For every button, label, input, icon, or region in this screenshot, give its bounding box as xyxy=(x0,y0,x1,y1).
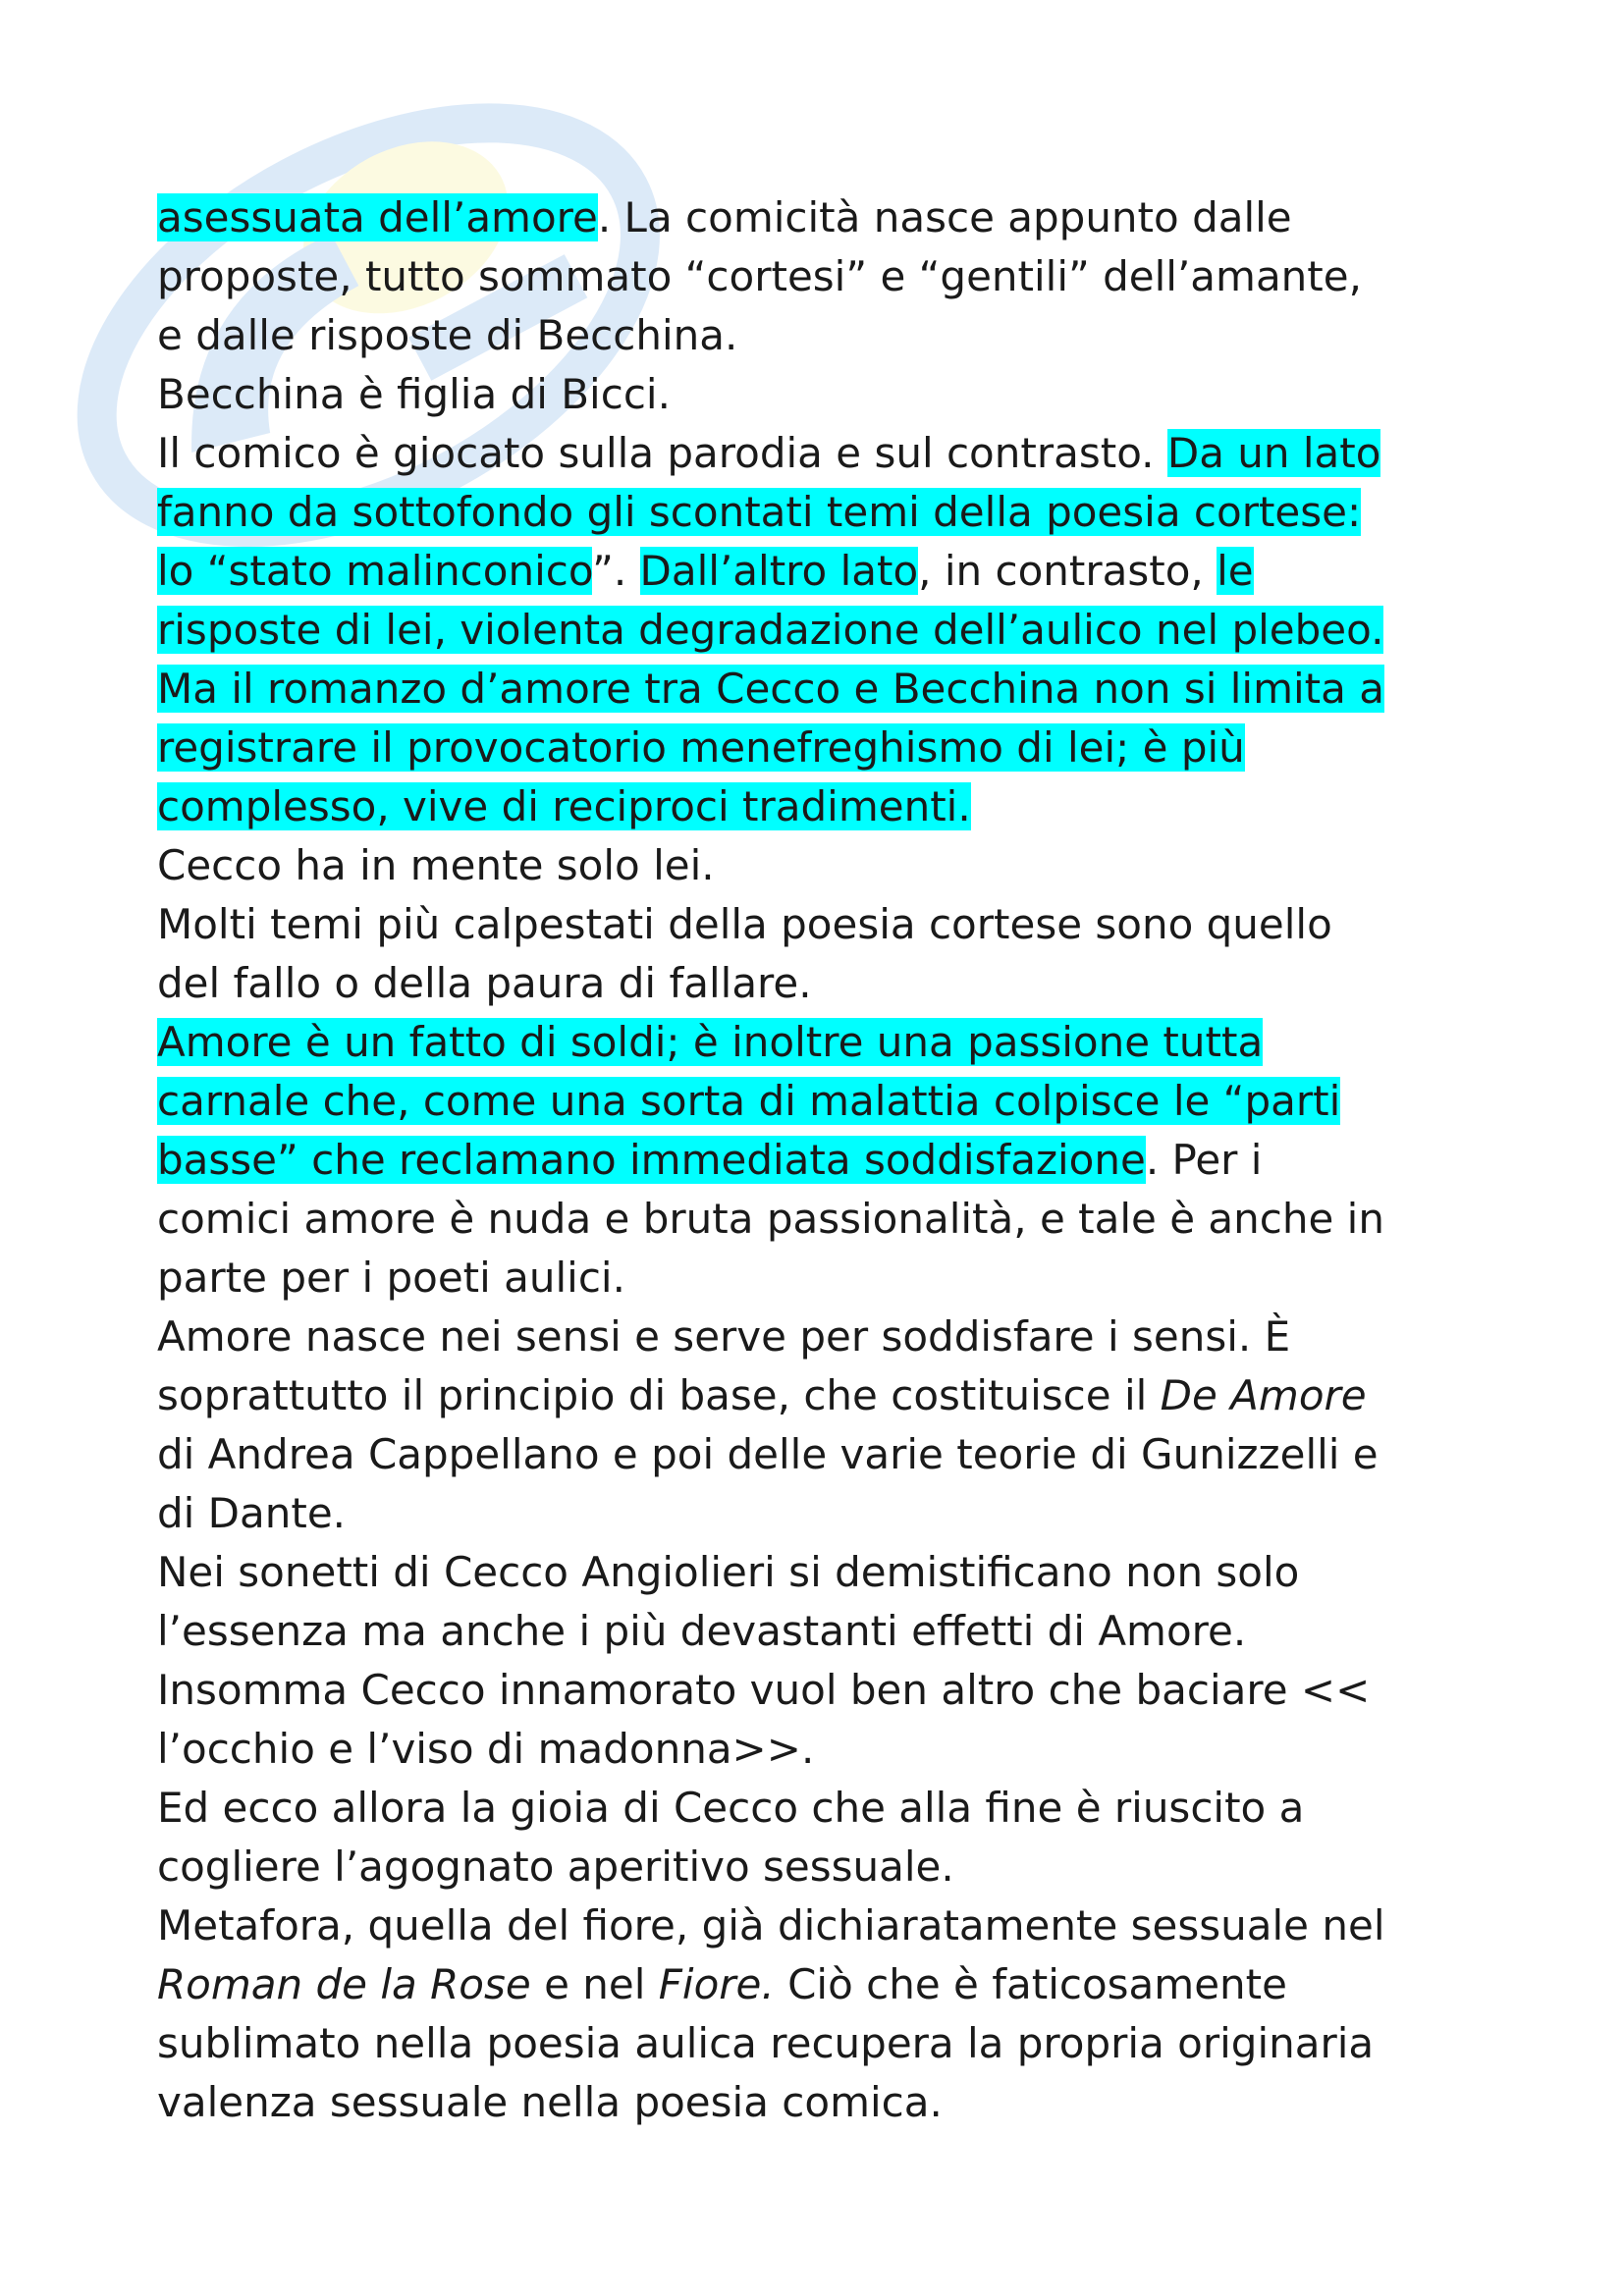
text-span: . La comicità nasce appunto dalle xyxy=(597,193,1292,241)
highlighted-text: risposte di lei, violenta degradazione dell’aulico nel plebeo. xyxy=(157,606,1384,654)
text-span: del fallo o della paura di fallare. xyxy=(157,959,812,1007)
text-span: l’occhio e l’viso di madonna>>. xyxy=(157,1725,815,1773)
text-span: e nel xyxy=(530,1960,659,2008)
text-line xyxy=(157,719,1492,777)
highlighted-text: Dall’altro lato xyxy=(639,547,919,595)
text-line xyxy=(157,247,1492,306)
italic-title: De Amore xyxy=(1160,1371,1367,1419)
text-line xyxy=(157,1955,1492,2014)
text-line xyxy=(157,188,1492,247)
text-line xyxy=(157,365,1492,424)
text-span: Metafora, quella del fiore, già dichiaratamente sessuale nel xyxy=(157,1901,1385,1949)
text-span: proposte, tutto sommato “cortesi” e “gentili” dell’amante, xyxy=(157,252,1362,300)
text-line xyxy=(157,954,1492,1013)
italic-title: Roman de la Rose xyxy=(157,1960,531,2008)
text-span: Il comico è giocato sulla parodia e sul contrasto. xyxy=(157,429,1167,477)
text-line xyxy=(157,601,1492,660)
text-span: l’essenza ma anche i più devastanti effetti di Amore. xyxy=(157,1607,1247,1655)
text-span: e dalle risposte di Becchina. xyxy=(157,311,738,359)
text-span: di Andrea Cappellano e poi delle varie teorie di Gunizzelli e xyxy=(157,1430,1379,1478)
text-line xyxy=(157,483,1492,542)
text-span: di Dante. xyxy=(157,1489,347,1537)
text-line xyxy=(157,660,1492,719)
highlighted-text: le xyxy=(1217,547,1254,595)
text-line xyxy=(157,1838,1492,1896)
text-line xyxy=(157,1190,1492,1249)
text-span: comici amore è nuda e bruta passionalità, e tale è anche in xyxy=(157,1195,1384,1243)
highlighted-text: Da un lato xyxy=(1166,429,1381,477)
text-line xyxy=(157,1720,1492,1779)
text-line xyxy=(157,1779,1492,1838)
text-span: sublimato nella poesia aulica recupera la propria originaria xyxy=(157,2019,1375,2067)
text-line xyxy=(157,777,1492,836)
text-line xyxy=(157,1013,1492,1072)
text-span: Ed ecco allora la gioia di Cecco che alla fine è riuscito a xyxy=(157,1784,1305,1832)
highlighted-text: lo “stato malinconico xyxy=(157,547,593,595)
text-line xyxy=(157,1896,1492,1955)
italic-title: Fiore. xyxy=(658,1960,775,2008)
highlighted-text: complesso, vive di reciproci tradimenti. xyxy=(157,782,971,830)
text-line xyxy=(157,836,1492,895)
text-span: Amore nasce nei sensi e serve per soddisfare i sensi. È xyxy=(157,1312,1291,1361)
text-line xyxy=(157,1484,1492,1543)
text-line xyxy=(157,1661,1492,1720)
highlighted-text: registrare il provocatorio menefreghismo di lei; è più xyxy=(157,723,1245,772)
highlighted-text: fanno da sottofondo gli scontati temi della poesia cortese: xyxy=(157,488,1362,536)
text-span: , in contrasto, xyxy=(918,547,1217,595)
text-line xyxy=(157,2073,1492,2132)
text-line xyxy=(157,542,1492,601)
text-line xyxy=(157,424,1492,483)
text-span: Becchina è figlia di Bicci. xyxy=(157,370,671,418)
text-line xyxy=(157,2014,1492,2073)
text-line xyxy=(157,1543,1492,1602)
text-span: Nei sonetti di Cecco Angiolieri si demistificano non solo xyxy=(157,1548,1300,1596)
highlighted-text: Amore è un fatto di soldi; è inoltre una passione tutta xyxy=(157,1018,1264,1066)
text-line xyxy=(157,1425,1492,1484)
text-span: Insomma Cecco innamorato vuol ben altro che baciare << xyxy=(157,1666,1371,1714)
highlighted-text: Ma il romanzo d’amore tra Cecco e Becchina non si limita a xyxy=(157,665,1384,713)
text-line xyxy=(157,1072,1492,1131)
text-line xyxy=(157,1308,1492,1366)
text-line xyxy=(157,1131,1492,1190)
text-span: soprattutto il principio di base, che costituisce il xyxy=(157,1371,1161,1419)
text-span: Cecco ha in mente solo lei. xyxy=(157,841,715,889)
text-span: ”. xyxy=(592,547,640,595)
document-body xyxy=(157,188,1492,2132)
text-line xyxy=(157,895,1492,954)
text-span: cogliere l’agognato aperitivo sessuale. xyxy=(157,1842,954,1891)
text-span: Ciò che è faticosamente xyxy=(774,1960,1287,2008)
text-span: . Per i xyxy=(1145,1136,1263,1184)
text-line xyxy=(157,1366,1492,1425)
text-span: parte per i poeti aulici. xyxy=(157,1254,625,1302)
highlighted-text: carnale che, come una sorta di malattia colpisce le “parti xyxy=(157,1077,1341,1125)
highlighted-text: asessuata dell’amore xyxy=(157,193,598,241)
text-span: Molti temi più calpestati della poesia cortese sono quello xyxy=(157,900,1332,948)
text-line xyxy=(157,306,1492,365)
text-span: valenza sessuale nella poesia comica. xyxy=(157,2078,943,2126)
text-line xyxy=(157,1602,1492,1661)
highlighted-text: basse” che reclamano immediata soddisfazione xyxy=(157,1136,1146,1184)
text-line xyxy=(157,1249,1492,1308)
